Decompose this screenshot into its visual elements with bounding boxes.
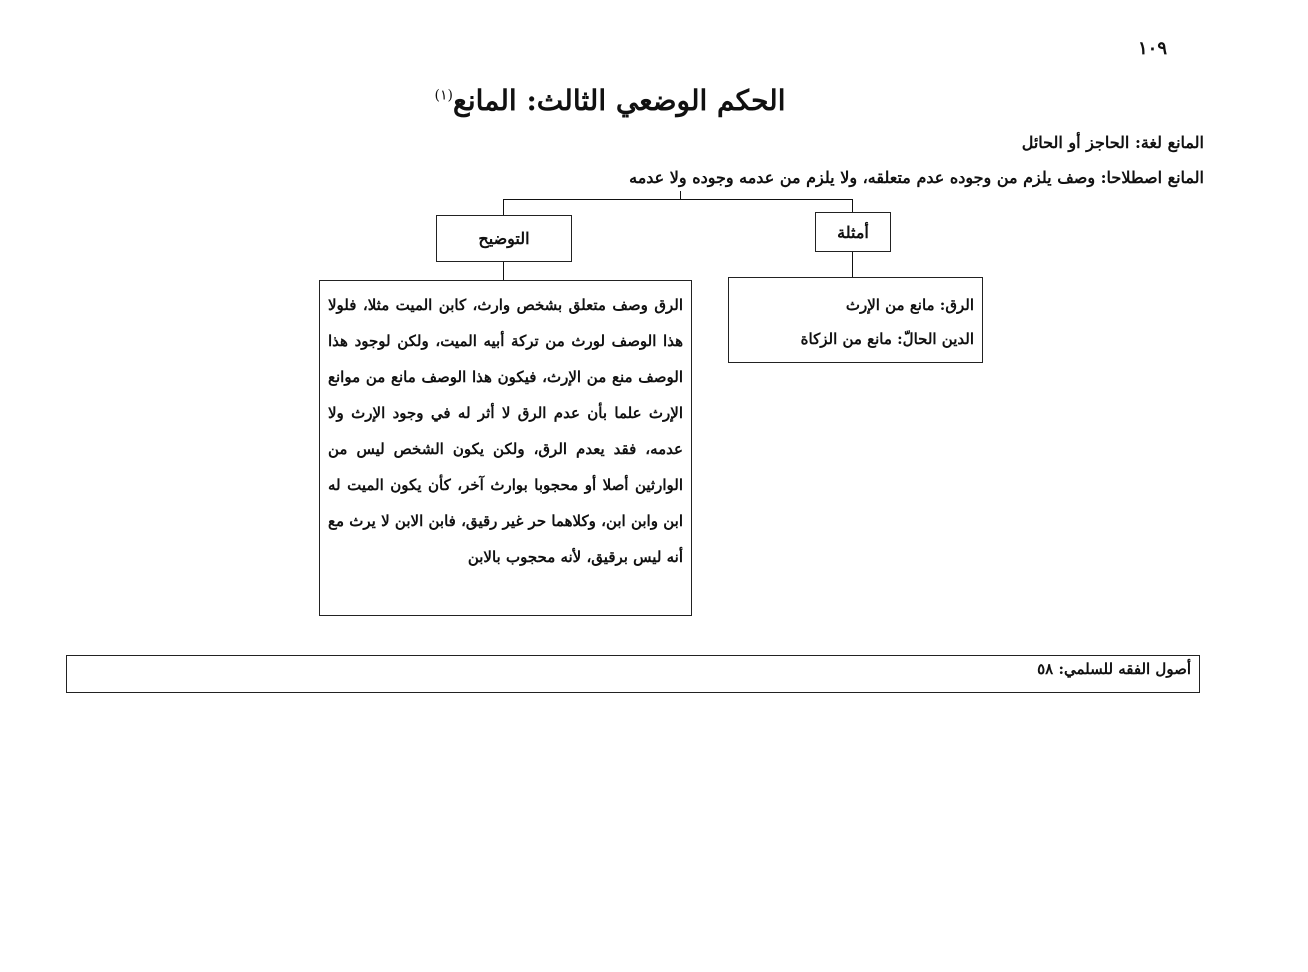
examples-box bbox=[728, 277, 983, 363]
examples-label-box bbox=[815, 212, 891, 252]
connector-left-drop bbox=[503, 199, 504, 215]
connector-explanation-drop bbox=[503, 262, 504, 280]
explanation-label: التوضيح bbox=[478, 229, 530, 248]
example-item: الدين الحالّ: مانع من الزكاة bbox=[800, 330, 974, 348]
footnote-box bbox=[66, 655, 1200, 693]
explanation-text: الرق وصف متعلق بشخص وارث، كابن الميت مثلا، فلولا هذا الوصف لورث من تركة أبيه الميت، ولكن لوجود هذا الوصف منع من الإرث، فيكون هذا الوصف مانع من موانع الإرث علما بأن عدم الرق لا أثر له في وجود الإرث ولا عدمه، فقد يعدم الرق، ولكن يكون الشخص ليس من الوارثين أصلا أو محجوبا بوارث آخر، كأن يكون الميت له ابن وابن ابن، وكلاهما حر غير رقيق، فابن الابن لا يرث مع أنه ليس برقيق، لأنه محجوب بالابن bbox=[328, 296, 683, 566]
definition-term: المانع اصطلاحا: وصف يلزم من وجوده عدم متعلقه، ولا يلزم من عدمه وجوده ولا عدمه bbox=[629, 168, 1204, 187]
connector-horizontal bbox=[503, 199, 853, 200]
explanation-label-box bbox=[436, 215, 572, 262]
page-title bbox=[430, 84, 790, 117]
examples-label: أمثلة bbox=[837, 222, 869, 242]
page-number: ١٠٩ bbox=[1138, 38, 1168, 59]
footnote-text: أصول الفقه للسلمي: ٥٨ bbox=[1037, 660, 1191, 678]
connector-right-drop bbox=[852, 199, 853, 212]
connector-examples-drop bbox=[852, 252, 853, 277]
definition-language: المانع لغة: الحاجز أو الحائل bbox=[1021, 133, 1204, 152]
title-text: الحكم الوضعي الثالث: المانع bbox=[452, 84, 786, 117]
title-footnote-marker: (١) bbox=[434, 87, 453, 104]
explanation-box bbox=[319, 280, 692, 616]
example-item: الرق: مانع من الإرث bbox=[845, 296, 974, 314]
